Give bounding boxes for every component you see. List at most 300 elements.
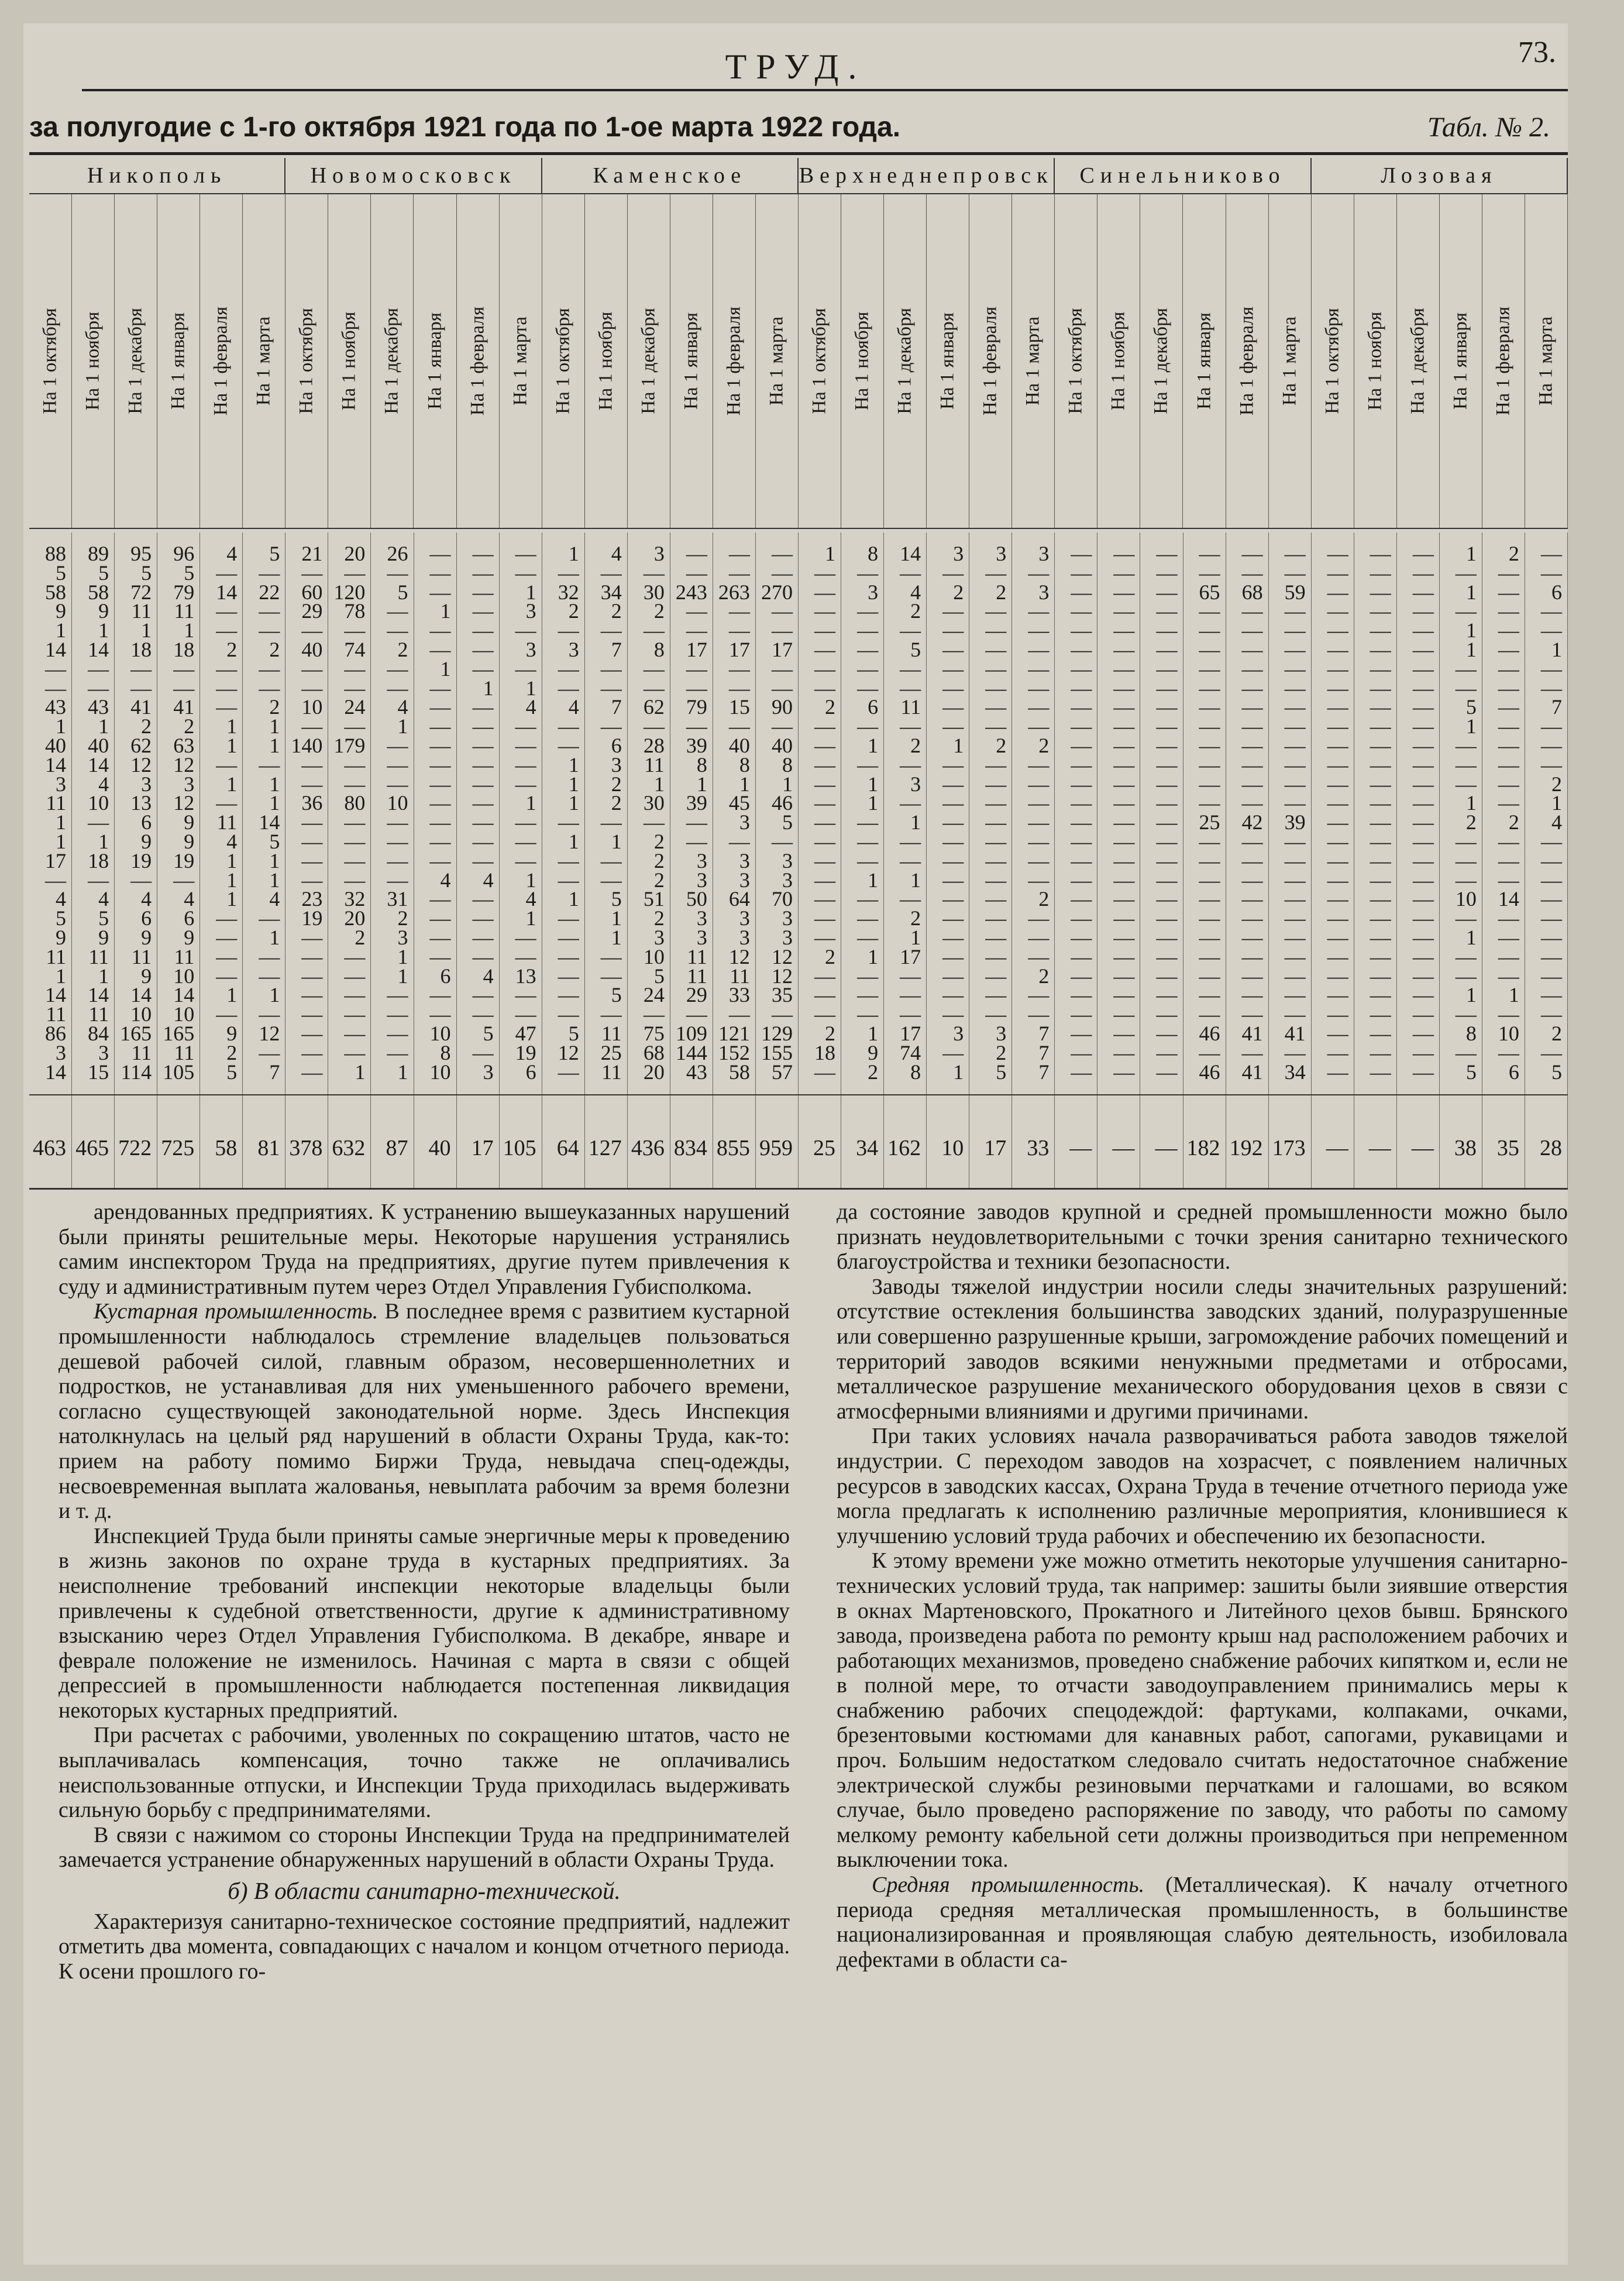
table-cell: — bbox=[515, 734, 536, 757]
table-cell: — bbox=[301, 983, 323, 1007]
table-cell: 11 bbox=[216, 810, 238, 834]
table-cell: — bbox=[1412, 561, 1434, 585]
table-cell: — bbox=[301, 868, 323, 892]
table-cell: 1 bbox=[568, 887, 579, 911]
table-cell: 1 bbox=[226, 848, 238, 872]
table-cell: — bbox=[1241, 657, 1263, 681]
table-cell: — bbox=[1113, 619, 1135, 643]
table-cell: 3 bbox=[98, 1040, 109, 1064]
table-cell: — bbox=[472, 983, 494, 1007]
table-cell: — bbox=[814, 734, 836, 757]
table-cell: — bbox=[387, 1002, 408, 1026]
table-column-header bbox=[457, 194, 500, 528]
table-cell: — bbox=[259, 619, 280, 643]
column-header-label: На 1 февраля bbox=[210, 306, 232, 416]
table-cell: — bbox=[259, 561, 280, 585]
table-cell: — bbox=[45, 657, 67, 681]
table-cell: — bbox=[472, 619, 494, 643]
table-cell: — bbox=[1540, 676, 1562, 700]
table-cell: — bbox=[1071, 830, 1092, 853]
table-cell: — bbox=[814, 964, 836, 988]
table-cell: — bbox=[686, 810, 707, 834]
table-cell: — bbox=[1540, 657, 1562, 681]
table-cell: — bbox=[1455, 676, 1477, 700]
table-cell: 3 bbox=[953, 542, 964, 565]
table-cell: 4 bbox=[483, 964, 494, 988]
table-cell: 79 bbox=[686, 695, 707, 719]
table-cell: 18 bbox=[173, 638, 195, 661]
table-cell: — bbox=[1028, 944, 1050, 968]
table-cell: — bbox=[1412, 1040, 1434, 1064]
table-cell: — bbox=[1071, 676, 1092, 700]
table-cell: 11 bbox=[131, 1040, 152, 1064]
table-cell: — bbox=[344, 676, 366, 700]
table-cell: — bbox=[1071, 964, 1092, 988]
table-cell: 74 bbox=[900, 1040, 921, 1064]
table-column-header bbox=[628, 194, 670, 528]
table-group-header: Верхнеднепровск bbox=[799, 158, 1055, 193]
table-cell: 39 bbox=[1284, 810, 1306, 834]
table-cell: — bbox=[942, 1002, 964, 1026]
table-cell: — bbox=[1412, 868, 1434, 892]
table-cell: — bbox=[1028, 638, 1050, 661]
table-cell: — bbox=[1156, 734, 1178, 757]
table-cell: — bbox=[1241, 868, 1263, 892]
table-cell: 5 bbox=[98, 906, 109, 930]
table-cell: — bbox=[1498, 580, 1519, 604]
table-cell: — bbox=[728, 599, 750, 623]
table-cell: — bbox=[1327, 542, 1348, 565]
table-cell: 3 bbox=[868, 580, 879, 604]
table-cell: — bbox=[1156, 791, 1178, 815]
table-cell: — bbox=[985, 772, 1007, 796]
table-cell: — bbox=[45, 676, 67, 700]
table-cell: — bbox=[1199, 964, 1220, 988]
table-cell: 120 bbox=[333, 580, 366, 604]
table-column-header bbox=[585, 194, 628, 528]
table-cell: — bbox=[600, 848, 622, 872]
table-cell: 2 bbox=[996, 1040, 1007, 1064]
table-cell: — bbox=[472, 944, 494, 968]
table-cell: — bbox=[472, 580, 494, 604]
table-column-header bbox=[1183, 194, 1226, 528]
table-cell: 4 bbox=[56, 887, 67, 911]
table-cell: — bbox=[216, 753, 238, 777]
table-cell: — bbox=[985, 944, 1007, 968]
paragraph bbox=[59, 1200, 790, 1299]
table-cell: — bbox=[515, 753, 536, 777]
table-cell: — bbox=[472, 830, 494, 853]
table-cell: — bbox=[1327, 734, 1348, 757]
table-cell: 1 bbox=[525, 676, 536, 700]
table-cell: — bbox=[216, 944, 238, 968]
table-cell: 14 bbox=[45, 983, 67, 1007]
table-total-cell: 959 bbox=[759, 1136, 793, 1160]
table-cell: — bbox=[515, 830, 536, 853]
table-cell: — bbox=[1455, 868, 1477, 892]
table-cell: 25 bbox=[1199, 810, 1220, 834]
table-cell: — bbox=[1455, 848, 1477, 872]
table-cell: — bbox=[1370, 638, 1391, 661]
table-column-header bbox=[1482, 194, 1525, 528]
table-cell: 2 bbox=[996, 734, 1007, 757]
table-cell: 72 bbox=[130, 580, 152, 604]
table-cell: — bbox=[900, 1002, 921, 1026]
table-cell: — bbox=[301, 714, 323, 738]
table-cell: — bbox=[1199, 542, 1220, 565]
table-cell: — bbox=[814, 580, 836, 604]
table-cell: 17 bbox=[45, 848, 67, 872]
table-cell: 1 bbox=[868, 944, 879, 968]
table-cell: 9 bbox=[141, 926, 152, 949]
column-header-label: На 1 марта bbox=[253, 316, 274, 406]
table-cell: 51 bbox=[643, 887, 665, 911]
table-cell: 43 bbox=[88, 695, 109, 719]
table-cell: 1 bbox=[397, 714, 408, 738]
table-cell: — bbox=[1071, 887, 1092, 911]
table-cell: 1 bbox=[98, 830, 109, 853]
table-cell: — bbox=[1327, 772, 1348, 796]
table-cell: — bbox=[472, 848, 494, 872]
table-cell: 15 bbox=[728, 695, 750, 719]
table-cell: 3 bbox=[184, 772, 195, 796]
table-cell: — bbox=[1370, 810, 1391, 834]
table-cell: — bbox=[1156, 1040, 1178, 1064]
table-cell: 17 bbox=[900, 944, 921, 968]
table-cell: — bbox=[387, 619, 408, 643]
table-cell: — bbox=[1156, 1060, 1178, 1084]
table-cell: — bbox=[1199, 772, 1220, 796]
table-column-header bbox=[500, 194, 542, 528]
table-cell: — bbox=[259, 964, 280, 988]
table-cell: 1 bbox=[868, 772, 879, 796]
table-cell: — bbox=[1071, 542, 1092, 565]
table-cell: — bbox=[1370, 964, 1391, 988]
table-cell: 12 bbox=[771, 944, 793, 968]
table-total-cell: 81 bbox=[257, 1136, 280, 1160]
table-cell: — bbox=[1412, 926, 1434, 949]
table-cell: — bbox=[558, 1002, 579, 1026]
table-cell: 6 bbox=[440, 964, 451, 988]
table-cell: — bbox=[1455, 657, 1477, 681]
table-cell: — bbox=[728, 657, 750, 681]
table-cell: — bbox=[857, 848, 879, 872]
table-cell: — bbox=[1412, 599, 1434, 623]
table-cell: — bbox=[1199, 753, 1220, 777]
table-cell: 5 bbox=[782, 810, 793, 834]
table-cell: 3 bbox=[56, 772, 67, 796]
table-cell: — bbox=[1241, 1002, 1263, 1026]
table-cell: 10 bbox=[643, 944, 665, 968]
table-cell: — bbox=[1327, 926, 1348, 949]
table-cell: 6 bbox=[868, 695, 879, 719]
table-cell: 39 bbox=[686, 791, 707, 815]
column-header-label: На 1 января bbox=[680, 312, 702, 410]
table-cell: — bbox=[814, 772, 836, 796]
table-cell: 46 bbox=[1199, 1060, 1220, 1084]
table-cell: 14 bbox=[130, 983, 152, 1007]
table-column-header bbox=[1097, 194, 1140, 528]
table-cell: — bbox=[472, 753, 494, 777]
paragraph-text: Заводы тяжелой индустрии носили следы значительных разрушений: отсутствие остекления большинства заводских зданий, полуразрушенные или совершенно разрушенные крыши, загромождение рабочих помещений и территорий заводов всякими ненужными предметами и отбросами, металлическое разрушение механического оборудования цехов в связи с атмосферными влияниями и другими причинами. bbox=[837, 1274, 1568, 1424]
table-cell: 2 bbox=[653, 906, 665, 930]
table-cell: 3 bbox=[739, 810, 750, 834]
table-cell: — bbox=[857, 619, 879, 643]
table-cell: 4 bbox=[98, 772, 109, 796]
table-cell: — bbox=[558, 714, 579, 738]
table-cell: — bbox=[1327, 944, 1348, 968]
table-cell: — bbox=[1370, 1040, 1391, 1064]
table-cell: 1 bbox=[98, 714, 109, 738]
column-header-label: На 1 февраля bbox=[979, 306, 1001, 416]
table-cell: 10 bbox=[173, 964, 195, 988]
paragraph-text: арендованных предприятиях. К устранению вышеуказанных нарушений были приняты решительные меры. Некоторые нарушения устранялись самим инспектором Труда на предприятиях, другие путем привлечения к суду и административным путем через Отдел Управления Губисполкома. bbox=[59, 1200, 790, 1299]
table-cell: — bbox=[1498, 599, 1519, 623]
table-cell: 3 bbox=[953, 1022, 964, 1045]
table-cell: — bbox=[1370, 926, 1391, 949]
table-cell: — bbox=[1284, 906, 1306, 930]
table-cell: — bbox=[600, 676, 622, 700]
table-column-header bbox=[1525, 194, 1568, 528]
table-cell: — bbox=[1412, 848, 1434, 872]
table-cell: — bbox=[1156, 619, 1178, 643]
table-cell: — bbox=[1370, 657, 1391, 681]
table-cell: — bbox=[1498, 753, 1519, 777]
table-cell: 165 bbox=[120, 1022, 152, 1045]
table-cell: — bbox=[216, 926, 238, 949]
table-cell: 5 bbox=[141, 561, 152, 585]
table-cell: — bbox=[1113, 695, 1135, 719]
table-cell: 1 bbox=[739, 772, 750, 796]
table-cell: — bbox=[1498, 619, 1519, 643]
table-cell: 2 bbox=[825, 944, 836, 968]
table-cell: — bbox=[1071, 983, 1092, 1007]
table-cell: — bbox=[1113, 983, 1135, 1007]
table-cell: 20 bbox=[344, 906, 366, 930]
table-cell: 34 bbox=[1284, 1060, 1306, 1084]
table-column-header bbox=[969, 194, 1012, 528]
table-cell: 11 bbox=[131, 599, 152, 623]
page-number: 73. bbox=[1518, 36, 1556, 69]
table-cell: 32 bbox=[344, 887, 366, 911]
table-cell: 129 bbox=[761, 1022, 793, 1045]
column-header-label: На 1 января bbox=[1450, 312, 1471, 410]
table-cell: — bbox=[1071, 619, 1092, 643]
table-cell: — bbox=[985, 657, 1007, 681]
column-header-label: На 1 декабря bbox=[638, 308, 659, 414]
table-total-cell: 58 bbox=[215, 1136, 238, 1160]
table-cell: — bbox=[985, 848, 1007, 872]
table-cell: — bbox=[1327, 599, 1348, 623]
table-cell: — bbox=[1241, 676, 1263, 700]
table-cell: — bbox=[1412, 944, 1434, 968]
table-cell: 2 bbox=[910, 906, 921, 930]
column-header-label: На 1 марта bbox=[766, 316, 787, 406]
table-cell: 4 bbox=[1551, 810, 1562, 834]
table-cell: 6 bbox=[1508, 1060, 1519, 1084]
table-cell: 14 bbox=[88, 983, 109, 1007]
table-cell: — bbox=[942, 599, 964, 623]
table-cell: — bbox=[558, 964, 579, 988]
table-cell: 2 bbox=[568, 599, 579, 623]
table-cell: 5 bbox=[184, 561, 195, 585]
table-group-header: Новомосковск bbox=[285, 158, 542, 193]
column-header-label: На 1 ноября bbox=[82, 311, 104, 411]
table-cell: — bbox=[1156, 542, 1178, 565]
table-cell: — bbox=[942, 657, 964, 681]
table-cell: 2 bbox=[397, 906, 408, 930]
table-cell: 1 bbox=[1465, 542, 1477, 565]
table-cell: 8 bbox=[782, 753, 793, 777]
table-column-header bbox=[72, 194, 115, 528]
table-cell: 2 bbox=[397, 638, 408, 661]
table-cell: — bbox=[1327, 1022, 1348, 1045]
table-cell: — bbox=[1498, 964, 1519, 988]
table-cell: 1 bbox=[910, 926, 921, 949]
table-cell: 41 bbox=[1241, 1060, 1263, 1084]
table-cell: 35 bbox=[771, 983, 793, 1007]
table-cell: — bbox=[728, 561, 750, 585]
table-cell: 1 bbox=[1551, 791, 1562, 815]
table-cell: 8 bbox=[696, 753, 707, 777]
table-cell: — bbox=[814, 657, 836, 681]
table-cell: 41 bbox=[1241, 1022, 1263, 1045]
table-cell: 20 bbox=[344, 542, 366, 565]
table-cell: — bbox=[429, 561, 451, 585]
table-cell: — bbox=[1113, 944, 1135, 968]
table-cell: 42 bbox=[1241, 810, 1263, 834]
table-cell: — bbox=[1327, 830, 1348, 853]
table-cell: 7 bbox=[1038, 1040, 1050, 1064]
table-cell: — bbox=[1199, 848, 1220, 872]
table-cell: 5 bbox=[910, 638, 921, 661]
table-cell: — bbox=[814, 791, 836, 815]
table-cell: 19 bbox=[173, 848, 195, 872]
table-cell: 11 bbox=[687, 944, 707, 968]
table-cell: 43 bbox=[45, 695, 67, 719]
table-cell: 5 bbox=[397, 580, 408, 604]
table-total-cell: 192 bbox=[1229, 1136, 1263, 1160]
column-header-label: На 1 марта bbox=[1279, 316, 1300, 406]
table-cell: — bbox=[1241, 695, 1263, 719]
table-cell: 2 bbox=[1038, 734, 1050, 757]
table-cell: 2 bbox=[825, 695, 836, 719]
paragraph-text: В связи с нажимом со стороны Инспекции Труда на предпринимателей замечается устранение обнаруженных нарушений в области Охраны Труда. bbox=[59, 1822, 790, 1873]
table-cell: — bbox=[1113, 1022, 1135, 1045]
table-cell: — bbox=[1284, 964, 1306, 988]
table-cell: — bbox=[1327, 791, 1348, 815]
table-cell: 165 bbox=[163, 1022, 195, 1045]
table-cell: 2 bbox=[355, 926, 366, 949]
table-cell: — bbox=[387, 848, 408, 872]
table-cell: — bbox=[857, 906, 879, 930]
table-cell: — bbox=[1071, 657, 1092, 681]
table-column-header bbox=[1397, 194, 1440, 528]
table-cell: 1 bbox=[1465, 983, 1477, 1007]
table-cell: — bbox=[1498, 926, 1519, 949]
table-cell: 17 bbox=[900, 1022, 921, 1045]
table-cell: — bbox=[1370, 1002, 1391, 1026]
table-cell: — bbox=[1370, 753, 1391, 777]
table-cell: — bbox=[1455, 561, 1477, 585]
table-cell: — bbox=[1071, 638, 1092, 661]
table-cell: — bbox=[985, 926, 1007, 949]
table-cell: — bbox=[857, 599, 879, 623]
table-cell: — bbox=[429, 753, 451, 777]
table-cell: — bbox=[1071, 1060, 1092, 1084]
table-cell: — bbox=[344, 983, 366, 1007]
statistics-table bbox=[29, 158, 1568, 1190]
table-cell: — bbox=[942, 753, 964, 777]
paragraph-lead: Кустарная промышленность. bbox=[94, 1299, 379, 1324]
table-cell: 1 bbox=[525, 580, 536, 604]
column-header-label: На 1 ноября bbox=[338, 311, 360, 411]
table-cell: — bbox=[942, 926, 964, 949]
table-cell: 25 bbox=[600, 1040, 622, 1064]
table-cell: — bbox=[1071, 848, 1092, 872]
table-cell: 47 bbox=[515, 1022, 536, 1045]
table-cell: 2 bbox=[1551, 772, 1562, 796]
table-cell: 10 bbox=[301, 695, 323, 719]
table-cell: — bbox=[643, 810, 665, 834]
table-cell: — bbox=[515, 542, 536, 565]
table-cell: — bbox=[1241, 791, 1263, 815]
table-cell: 1 bbox=[611, 830, 622, 853]
table-cell: — bbox=[45, 868, 67, 892]
table-cell: 1 bbox=[1465, 714, 1477, 738]
table-cell: — bbox=[1199, 1002, 1220, 1026]
right-text-column bbox=[837, 1200, 1568, 1972]
table-cell: 1 bbox=[953, 734, 964, 757]
table-cell: — bbox=[1412, 638, 1434, 661]
table-cell: — bbox=[429, 638, 451, 661]
table-column-header bbox=[157, 194, 200, 528]
table-cell: — bbox=[1540, 964, 1562, 988]
table-cell: 1 bbox=[611, 926, 622, 949]
table-cell: — bbox=[942, 561, 964, 585]
table-cell: 11 bbox=[46, 1002, 67, 1026]
table-total-cell: 182 bbox=[1186, 1136, 1220, 1160]
paragraph bbox=[837, 1424, 1568, 1548]
table-cell: 30 bbox=[643, 580, 665, 604]
table-cell: — bbox=[1199, 791, 1220, 815]
table-cell: — bbox=[259, 906, 280, 930]
table-cell: — bbox=[259, 1040, 280, 1064]
table-cell: 6 bbox=[525, 1060, 536, 1084]
table-cell: — bbox=[1241, 753, 1263, 777]
subtitle-rule bbox=[29, 152, 1568, 155]
table-column-header bbox=[713, 194, 756, 528]
table-cell: — bbox=[1199, 714, 1220, 738]
column-header-label: На 1 октября bbox=[1322, 308, 1343, 414]
table-cell: — bbox=[814, 561, 836, 585]
table-cell: — bbox=[216, 676, 238, 700]
table-cell: 1 bbox=[269, 714, 280, 738]
table-cell: 2 bbox=[953, 580, 964, 604]
table-cell: — bbox=[1028, 772, 1050, 796]
table-cell: — bbox=[900, 830, 921, 853]
table-cell: — bbox=[1028, 926, 1050, 949]
table-cell: 5 bbox=[611, 887, 622, 911]
table-cell: — bbox=[1113, 906, 1135, 930]
table-cell: — bbox=[814, 1060, 836, 1084]
table-cell: 24 bbox=[344, 695, 366, 719]
table-cell: — bbox=[1370, 848, 1391, 872]
page-header bbox=[23, 23, 1568, 146]
table-cell: 7 bbox=[611, 695, 622, 719]
table-cell: — bbox=[515, 714, 536, 738]
table-cell: — bbox=[216, 964, 238, 988]
